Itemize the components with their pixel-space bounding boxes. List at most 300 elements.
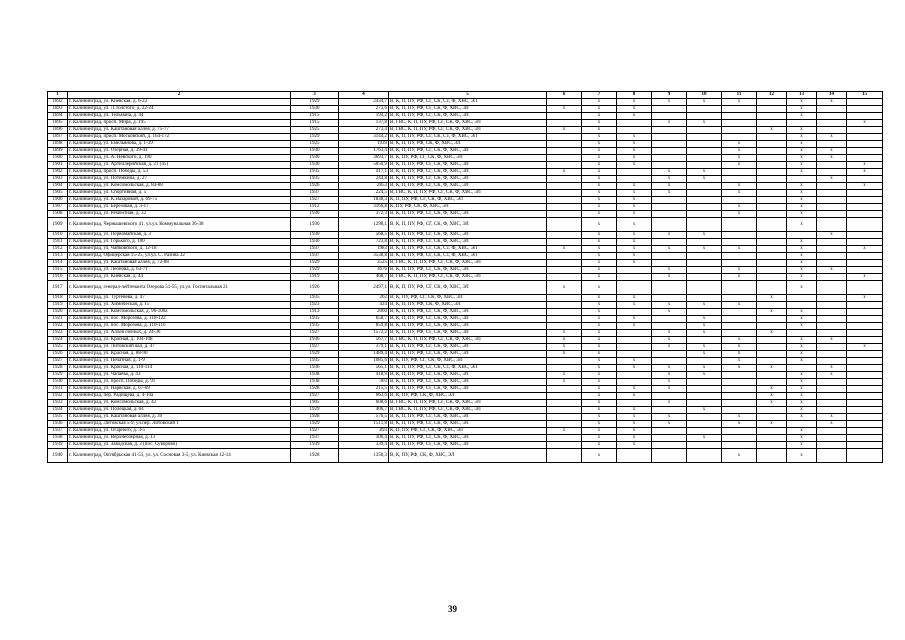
mark-cell-col-7: x <box>582 442 617 449</box>
mark-cell-col-14 <box>817 400 847 407</box>
column-header: 11 <box>722 92 757 99</box>
mark-cell-col-12 <box>757 316 787 323</box>
mark-cell-col-15 <box>847 127 883 134</box>
mark-cell-col-10 <box>687 295 722 302</box>
mark-cell-col-15 <box>847 141 883 148</box>
year-cell: 1938 <box>291 379 339 386</box>
work-types-cell: В, ГВС, К, П, ПУ, РФ, СГ, СК, Ф, ХВС, ЭЛ <box>389 337 547 344</box>
year-cell: 1929 <box>291 99 339 106</box>
mark-cell-col-15 <box>847 330 883 337</box>
mark-cell-col-6 <box>547 316 582 323</box>
mark-cell-col-14 <box>817 379 847 386</box>
mark-cell-col-7: x <box>582 218 617 232</box>
mark-cell-col-8: x <box>617 414 652 421</box>
year-cell: 1938 <box>291 372 339 379</box>
mark-cell-col-13: x <box>787 190 817 197</box>
mark-cell-col-10 <box>687 260 722 267</box>
mark-cell-col-15: x <box>847 183 883 190</box>
mark-cell-col-9 <box>652 148 687 155</box>
mark-cell-col-13: x <box>787 155 817 162</box>
table-row <box>48 421 883 428</box>
year-cell: 1930 <box>291 239 339 246</box>
mark-cell-col-8 <box>617 330 652 337</box>
mark-cell-col-10: x <box>687 316 722 323</box>
mark-cell-col-12 <box>757 232 787 239</box>
mark-cell-col-9: x <box>652 365 687 372</box>
column-header: 15 <box>847 92 883 99</box>
mark-cell-col-6: x <box>547 428 582 435</box>
table-row <box>48 281 883 295</box>
mark-cell-col-8 <box>617 344 652 351</box>
mark-cell-col-10 <box>687 449 722 463</box>
mark-cell-col-14: x <box>817 176 847 183</box>
mark-cell-col-7: x <box>582 330 617 337</box>
mark-cell-col-10 <box>687 162 722 169</box>
area-cell: 273,4 <box>339 127 389 134</box>
mark-cell-col-15: x <box>847 344 883 351</box>
mark-cell-col-14 <box>817 260 847 267</box>
mark-cell-col-14 <box>817 162 847 169</box>
mark-cell-col-7: x <box>582 379 617 386</box>
mark-cell-col-13: x <box>787 253 817 260</box>
mark-cell-col-10 <box>687 134 722 141</box>
mark-cell-col-14 <box>817 428 847 435</box>
table-row <box>48 106 883 113</box>
mark-cell-col-8 <box>617 281 652 295</box>
mark-cell-col-8: x <box>617 204 652 211</box>
mark-cell-col-11 <box>722 281 757 295</box>
mark-cell-col-12 <box>757 169 787 176</box>
mark-cell-col-15 <box>847 211 883 218</box>
record-number-cell: 1906 <box>48 197 68 204</box>
year-cell: 1935 <box>291 316 339 323</box>
mark-cell-col-6: x <box>547 127 582 134</box>
mark-cell-col-12 <box>757 218 787 232</box>
mark-cell-col-11 <box>722 309 757 316</box>
mark-cell-col-12: x <box>757 365 787 372</box>
mark-cell-col-7: x <box>582 211 617 218</box>
register-table-body <box>48 92 883 463</box>
record-number-cell: 1927 <box>48 358 68 365</box>
table-row <box>48 274 883 281</box>
mark-cell-col-6 <box>547 309 582 316</box>
mark-cell-col-7: x <box>582 197 617 204</box>
mark-cell-col-6 <box>547 365 582 372</box>
mark-cell-col-10 <box>687 309 722 316</box>
work-types-cell: В, К, ПУ, РФ, СГ, СК, Ф, ХВС, ЭЛ <box>389 155 547 162</box>
mark-cell-col-11: x <box>722 162 757 169</box>
mark-cell-col-11 <box>722 442 757 449</box>
record-number-cell: 1912 <box>48 246 68 253</box>
table-row <box>48 295 883 302</box>
record-number-cell: 1923 <box>48 330 68 337</box>
mark-cell-col-11: x <box>722 421 757 428</box>
mark-cell-col-15 <box>847 302 883 309</box>
mark-cell-col-6 <box>547 113 582 120</box>
mark-cell-col-6: x <box>547 106 582 113</box>
mark-cell-col-13: x <box>787 393 817 400</box>
record-number-cell: 1915 <box>48 267 68 274</box>
mark-cell-col-9: x <box>652 309 687 316</box>
mark-cell-col-10: x <box>687 232 722 239</box>
mark-cell-col-14 <box>817 127 847 134</box>
mark-cell-col-7: x <box>582 309 617 316</box>
mark-cell-col-13: x <box>787 407 817 414</box>
record-number-cell: 1903 <box>48 176 68 183</box>
mark-cell-col-10 <box>687 148 722 155</box>
mark-cell-col-7: x <box>582 267 617 274</box>
table-row <box>48 127 883 134</box>
address-cell: г. Калининград, ул. Тельмана, д. 44 <box>68 113 291 120</box>
address-cell: г. Калининград, ул. Леонова, д. 63-71 <box>68 267 291 274</box>
address-cell: г. Калининград, ул. Нарвская, д. 67-69 <box>68 386 291 393</box>
mark-cell-col-11 <box>722 393 757 400</box>
work-types-cell: В, ГВС, К, П, ПУ, РФ, СГ, СК, Ф, ХВС, ЭЛ <box>389 274 547 281</box>
mark-cell-col-6: x <box>547 337 582 344</box>
mark-cell-col-15 <box>847 393 883 400</box>
mark-cell-col-6 <box>547 197 582 204</box>
address-cell: г. Калининград, ул. Красная, д. 110-114 <box>68 365 291 372</box>
mark-cell-col-8: x <box>617 141 652 148</box>
mark-cell-col-11 <box>722 134 757 141</box>
mark-cell-col-12 <box>757 428 787 435</box>
area-cell: 568,5 <box>339 232 389 239</box>
mark-cell-col-6 <box>547 323 582 330</box>
work-types-cell: В, К, П, ПУ, РФ, СГ, СК, СТ, Ф, ХВС, ЭЛ <box>389 365 547 372</box>
mark-cell-col-14: x <box>817 155 847 162</box>
mark-cell-col-13: x <box>787 141 817 148</box>
table-row <box>48 358 883 365</box>
mark-cell-col-12 <box>757 106 787 113</box>
mark-cell-col-9 <box>652 218 687 232</box>
mark-cell-col-12 <box>757 190 787 197</box>
mark-cell-col-10 <box>687 155 722 162</box>
mark-cell-col-6 <box>547 386 582 393</box>
mark-cell-col-12 <box>757 372 787 379</box>
address-cell: г. Калининград, ул. Тургенева, д. 47 <box>68 295 291 302</box>
mark-cell-col-13: x <box>787 162 817 169</box>
mark-cell-col-11 <box>722 169 757 176</box>
mark-cell-col-9: x <box>652 274 687 281</box>
address-cell: г. Калининград, ул. Горького, д. 100 <box>68 239 291 246</box>
work-types-cell: К, П, ПУ, РФ, СГ, СК, Ф, ХВС, ЭЛ <box>389 197 547 204</box>
mark-cell-col-7: x <box>582 204 617 211</box>
address-cell: г. Калининград, ул. Каштановая аллея, д. 72-88 <box>68 260 291 267</box>
mark-cell-col-13: x <box>787 309 817 316</box>
mark-cell-col-10 <box>687 358 722 365</box>
mark-cell-col-12 <box>757 99 787 106</box>
mark-cell-col-13: x <box>787 260 817 267</box>
mark-cell-col-11 <box>722 379 757 386</box>
mark-cell-col-14 <box>817 274 847 281</box>
mark-cell-col-6 <box>547 204 582 211</box>
table-row <box>48 309 883 316</box>
mark-cell-col-10: x <box>687 407 722 414</box>
mark-cell-col-8: x <box>617 155 652 162</box>
mark-cell-col-7: x <box>582 407 617 414</box>
mark-cell-col-6 <box>547 183 582 190</box>
mark-cell-col-14: x <box>817 372 847 379</box>
mark-cell-col-7: x <box>582 337 617 344</box>
work-types-cell: В, К, П, ПУ, РФ, СГ, СК, Ф, ХВС, ЭЛ <box>389 330 547 337</box>
area-cell: 215,5 <box>339 386 389 393</box>
mark-cell-col-8: x <box>617 239 652 246</box>
mark-cell-col-14 <box>817 281 847 295</box>
mark-cell-col-9: x <box>652 176 687 183</box>
year-cell: 1928 <box>291 414 339 421</box>
work-types-cell: В, К, П, ПУ, РФ, СГ, СК, Ф, ХВС, ЭЛ <box>389 421 547 428</box>
year-cell: 1935 <box>291 176 339 183</box>
mark-cell-col-15 <box>847 197 883 204</box>
mark-cell-col-14 <box>817 358 847 365</box>
mark-cell-col-10 <box>687 204 722 211</box>
year-cell: 1935 <box>291 169 339 176</box>
record-number-cell: 1929 <box>48 372 68 379</box>
mark-cell-col-13: x <box>787 442 817 449</box>
mark-cell-col-7: x <box>582 386 617 393</box>
mark-cell-col-9 <box>652 141 687 148</box>
mark-cell-col-12 <box>757 274 787 281</box>
mark-cell-col-8 <box>617 337 652 344</box>
year-cell: 1930 <box>291 218 339 232</box>
mark-cell-col-13: x <box>787 239 817 246</box>
area-cell: 859,8 <box>339 323 389 330</box>
area-cell: 3538,8 <box>339 253 389 260</box>
mark-cell-col-12 <box>757 267 787 274</box>
area-cell: 658,7 <box>339 316 389 323</box>
table-row <box>48 260 883 267</box>
mark-cell-col-15 <box>847 372 883 379</box>
mark-cell-col-14 <box>817 442 847 449</box>
table-row <box>48 169 883 176</box>
work-types-cell: В, К, П, ПУ, РФ, СК, Ф, ХВС, ЭЛ <box>389 141 547 148</box>
column-header: 2 <box>68 92 291 99</box>
record-number-cell: 1898 <box>48 141 68 148</box>
mark-cell-col-14 <box>817 190 847 197</box>
mark-cell-col-15 <box>847 99 883 106</box>
mark-cell-col-12 <box>757 113 787 120</box>
area-cell: 567,7 <box>339 337 389 344</box>
mark-cell-col-7: x <box>582 162 617 169</box>
year-cell: 1937 <box>291 246 339 253</box>
mark-cell-col-10: x <box>687 435 722 442</box>
work-types-cell: В, К, П, ПУ, РФ, СГ, СК, Ф, ХВС, ЭЛ <box>389 379 547 386</box>
work-types-cell: В, К, П, ПУ, РФ, СГ, СК, Ф, ХВС, ЭЛ <box>389 372 547 379</box>
area-cell: 1763,4 <box>339 148 389 155</box>
mark-cell-col-13: x <box>787 351 817 358</box>
mark-cell-col-8: x <box>617 134 652 141</box>
record-number-cell: 1899 <box>48 148 68 155</box>
year-cell: 1937 <box>291 435 339 442</box>
mark-cell-col-15 <box>847 428 883 435</box>
area-cell: 3166,8 <box>339 204 389 211</box>
year-cell: 1936 <box>291 365 339 372</box>
area-cell: 372,3 <box>339 211 389 218</box>
address-cell: г. Калининград, ул. Л.Толстого, д. 22-24 <box>68 106 291 113</box>
mark-cell-col-8 <box>617 169 652 176</box>
mark-cell-col-6 <box>547 267 582 274</box>
work-types-cell: В, ГВС, К, П, ПУ, РФ, СГ, СК, Ф, ХВС, ЭЛ <box>389 260 547 267</box>
mark-cell-col-9 <box>652 239 687 246</box>
address-cell: г. Калининград, ул. Комсомольская, д. 96-100а <box>68 309 291 316</box>
mark-cell-col-11: x <box>722 414 757 421</box>
mark-cell-col-10 <box>687 281 722 295</box>
address-cell: г. Калининград, ул. Литовский вал, д. 47 <box>68 344 291 351</box>
mark-cell-col-13 <box>787 302 817 309</box>
area-cell: 576,5 <box>339 414 389 421</box>
year-cell: 1927 <box>291 197 339 204</box>
mark-cell-col-12 <box>757 414 787 421</box>
table-row <box>48 120 883 127</box>
table-row <box>48 428 883 435</box>
mark-cell-col-8: x <box>617 190 652 197</box>
area-cell: 5050,9 <box>339 162 389 169</box>
address-cell: г. Калининград, ул. Огарного, д. 3-5 <box>68 428 291 435</box>
mark-cell-col-11 <box>722 316 757 323</box>
table-row <box>48 393 883 400</box>
mark-cell-col-9: x <box>652 337 687 344</box>
mark-cell-col-8: x <box>617 428 652 435</box>
year-cell: 1928 <box>291 386 339 393</box>
mark-cell-col-14 <box>817 449 847 463</box>
mark-cell-col-6 <box>547 414 582 421</box>
mark-cell-col-7: x <box>582 316 617 323</box>
table-row <box>48 155 883 162</box>
area-cell: 1838,3 <box>339 197 389 204</box>
mark-cell-col-6 <box>547 232 582 239</box>
record-number-cell: 1921 <box>48 316 68 323</box>
mark-cell-col-8 <box>617 372 652 379</box>
mark-cell-col-8 <box>617 127 652 134</box>
mark-cell-col-8 <box>617 309 652 316</box>
mark-cell-col-12 <box>757 344 787 351</box>
area-cell: 306,4 <box>339 435 389 442</box>
mark-cell-col-15 <box>847 421 883 428</box>
mark-cell-col-11: x <box>722 337 757 344</box>
record-number-cell: 1893 <box>48 106 68 113</box>
area-cell: 1572,2 <box>339 330 389 337</box>
mark-cell-col-6 <box>547 211 582 218</box>
mark-cell-col-13: x <box>787 197 817 204</box>
table-row <box>48 316 883 323</box>
work-types-cell: В, К, П, ПУ, РФ, СГ, СК, Ф, ХВС, ЭЛ <box>389 386 547 393</box>
mark-cell-col-12 <box>757 302 787 309</box>
mark-cell-col-6 <box>547 407 582 414</box>
mark-cell-col-14 <box>817 204 847 211</box>
mark-cell-col-7: x <box>582 169 617 176</box>
mark-cell-col-15 <box>847 442 883 449</box>
record-number-cell: 1892 <box>48 99 68 106</box>
record-number-cell: 1939 <box>48 442 68 449</box>
mark-cell-col-10 <box>687 113 722 120</box>
mark-cell-col-7: x <box>582 183 617 190</box>
area-cell: 273,6 <box>339 106 389 113</box>
mark-cell-col-12 <box>757 260 787 267</box>
mark-cell-col-6 <box>547 148 582 155</box>
mark-cell-col-12 <box>757 379 787 386</box>
mark-cell-col-8: x <box>617 211 652 218</box>
mark-cell-col-11 <box>722 407 757 414</box>
mark-cell-col-6 <box>547 421 582 428</box>
mark-cell-col-7: x <box>582 421 617 428</box>
mark-cell-col-10 <box>687 127 722 134</box>
table-row <box>48 435 883 442</box>
mark-cell-col-6: x <box>547 281 582 295</box>
mark-cell-col-7: x <box>582 428 617 435</box>
address-cell: г. Калининград, просп. Победы, д. 53 <box>68 169 291 176</box>
mark-cell-col-6 <box>547 302 582 309</box>
table-row <box>48 113 883 120</box>
mark-cell-col-6: x <box>547 379 582 386</box>
record-number-cell: 1928 <box>48 365 68 372</box>
mark-cell-col-15 <box>847 337 883 344</box>
mark-cell-col-9: x <box>652 386 687 393</box>
year-cell: 1915 <box>291 113 339 120</box>
mark-cell-col-9 <box>652 358 687 365</box>
mark-cell-col-11 <box>722 386 757 393</box>
mark-cell-col-12 <box>757 246 787 253</box>
mark-cell-col-14 <box>817 120 847 127</box>
mark-cell-col-11 <box>722 113 757 120</box>
mark-cell-col-7: x <box>582 393 617 400</box>
mark-cell-col-11 <box>722 127 757 134</box>
mark-cell-col-13: x <box>787 281 817 295</box>
mark-cell-col-10 <box>687 442 722 449</box>
work-types-cell: В, К, П, ПУ, РФ, СГ, СК, Ф, ХВС, ЭЛ <box>389 414 547 421</box>
mark-cell-col-13: x <box>787 372 817 379</box>
mark-cell-col-8 <box>617 274 652 281</box>
mark-cell-col-11 <box>722 330 757 337</box>
mark-cell-col-15: x <box>847 169 883 176</box>
address-cell: г. Калининград, просп. Мира, д. 195 <box>68 120 291 127</box>
mark-cell-col-9: x <box>652 344 687 351</box>
year-cell: 1927 <box>291 393 339 400</box>
year-cell: 1923 <box>291 302 339 309</box>
mark-cell-col-10 <box>687 190 722 197</box>
table-row <box>48 344 883 351</box>
mark-cell-col-7: x <box>582 414 617 421</box>
mark-cell-col-7: x <box>582 246 617 253</box>
mark-cell-col-8: x <box>617 442 652 449</box>
mark-cell-col-12 <box>757 155 787 162</box>
address-cell: г. Калининград, ул. Красная, д. 88-90 <box>68 351 291 358</box>
address-cell: г. Калининград, ул. Киевская, д. 6-22 <box>68 99 291 106</box>
address-cell: г. Калининград, ул. Комсомольская, д. 42 <box>68 400 291 407</box>
mark-cell-col-9 <box>652 449 687 463</box>
area-cell: 663,6 <box>339 393 389 400</box>
address-cell: г. Калининград, ул. Емельянова, д. 1-39 <box>68 141 291 148</box>
mark-cell-col-14 <box>817 239 847 246</box>
record-number-cell: 1896 <box>48 127 68 134</box>
address-cell: г. Калининград, ул. Каштановая аллея, д. 75-77 <box>68 127 291 134</box>
mark-cell-col-9: x <box>652 183 687 190</box>
table-row <box>48 232 883 239</box>
mark-cell-col-8: x <box>617 393 652 400</box>
mark-cell-col-12: x <box>757 386 787 393</box>
address-cell: г. Калининград, Чернышевского 41, ул.ул. Коммунальная 36-38 <box>68 218 291 232</box>
record-number-cell: 1919 <box>48 302 68 309</box>
mark-cell-col-15 <box>847 239 883 246</box>
mark-cell-col-15: x <box>847 162 883 169</box>
record-number-cell: 1922 <box>48 323 68 330</box>
year-cell: 1930 <box>291 106 339 113</box>
mark-cell-col-12 <box>757 204 787 211</box>
mark-cell-col-11 <box>722 106 757 113</box>
address-cell: г. Калининград, ул. Чапаева, д. 43 <box>68 372 291 379</box>
work-types-cell: К, ПУ, РФ, СК, Ф, ХВС, ЭЛ <box>389 204 547 211</box>
mark-cell-col-11: x <box>722 211 757 218</box>
area-cell: 1511,8 <box>339 421 389 428</box>
